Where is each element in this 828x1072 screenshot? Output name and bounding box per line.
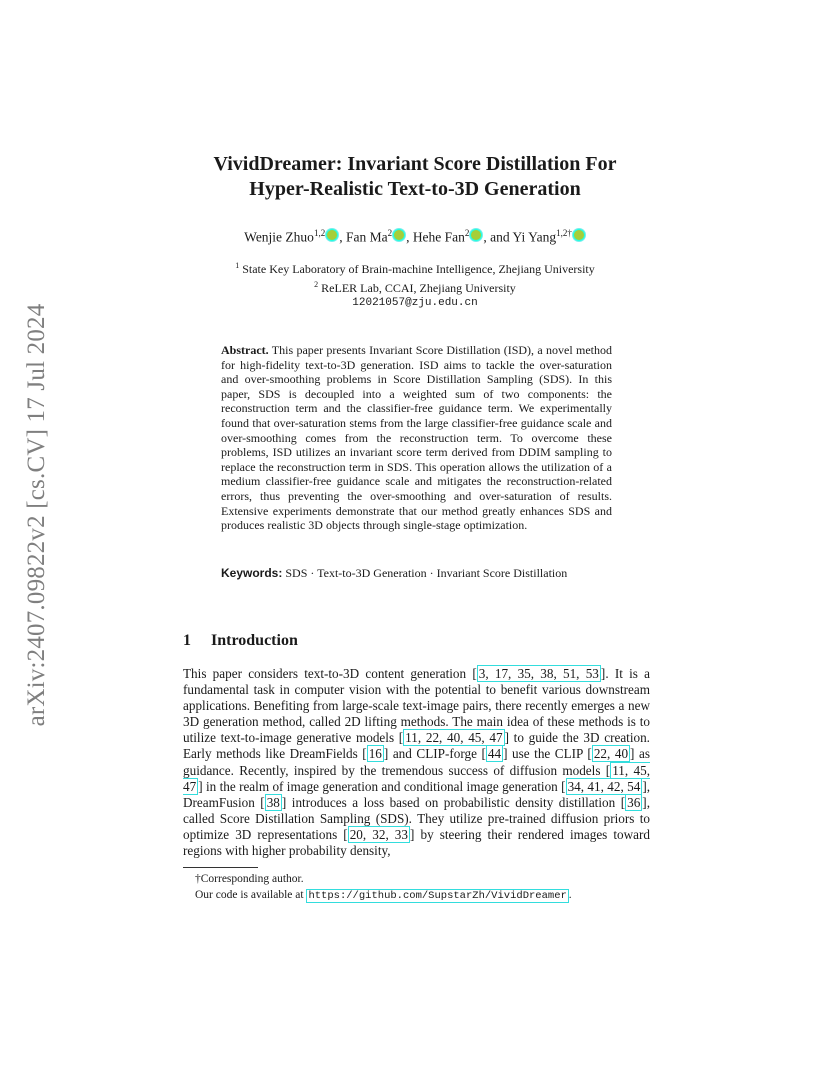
abstract bbox=[221, 343, 612, 533]
body-text: , called Score Distillation Sampling (SDS). They utilize pre-trained diffusion priors to optimize 3D representations bbox=[183, 794, 650, 842]
footnotes bbox=[195, 871, 655, 904]
author-affil-marker: 1,2 bbox=[313, 228, 326, 238]
citation-link[interactable]: 11, 45, 47 bbox=[183, 762, 650, 794]
body-text: use the CLIP bbox=[507, 746, 588, 762]
paper-title bbox=[140, 152, 690, 202]
footnote-text: . bbox=[568, 889, 572, 901]
citation-link[interactable]: 44 bbox=[487, 746, 502, 762]
citation-link[interactable]: 11, 22, 40, 45, 47 bbox=[405, 730, 503, 746]
citation-link[interactable]: 22, 40 bbox=[593, 746, 629, 762]
keywords bbox=[221, 566, 621, 581]
body-text: in the realm of image generation and conditional image generation bbox=[202, 778, 562, 794]
body-text: and CLIP-forge bbox=[388, 746, 482, 762]
footnote-text: Our code is available at bbox=[195, 889, 307, 901]
corresponding-author-note: †Corresponding author. bbox=[195, 873, 304, 885]
body-text: as guidance. Recently, inspired by the tremendous success of diffusion models bbox=[183, 746, 650, 778]
keywords-label: Keywords: bbox=[221, 566, 283, 580]
affiliation-marker: 1 bbox=[235, 261, 240, 270]
introduction-paragraph: This paper considers text-to-3D content generation [ 3, 17, 35, 38, 51, 53 ]. It is a fundamental task in computer vision with the potential to benefit various downstream applications. Benefiting from large-scale text-image pairs, there recently emerges a new 3D generation method, called 2D lifting methods. The main idea of these methods is to utilize text-to-image generative models [ 11, 22, 40, 45, 47 ] to guide the 3D creation. Early methods like DreamFields [ 16 ] and CLIP-forge [ 44 ] use the CLIP [ 22, 40 ] as guidance. Recently, inspired by the tremendous success of diffusion models [ 11, 45, 47 ] in the realm of image generation and conditional image generation [ 34, 41, 42, 54 ], DreamFusion [ 38 ] introduces a loss based on probabilistic density distillation [ 36 ], called Score Distillation Sampling (SDS). They utilize pre-trained diffusion priors to optimize 3D representations [ 20, 32, 33 ] by steering their rendered images toward regions with higher probability density, bbox=[183, 666, 651, 859]
citation-link[interactable]: 20, 32, 33 bbox=[349, 826, 408, 842]
citation-link[interactable]: 38 bbox=[266, 794, 280, 810]
section-number: 1 bbox=[183, 632, 191, 649]
affiliations bbox=[160, 258, 670, 311]
code-availability-note bbox=[195, 887, 655, 904]
title-line-2: Hyper-Realistic Text-to-3D Generation bbox=[249, 178, 581, 200]
body-text: This paper considers text-to-3D content generation bbox=[183, 666, 473, 681]
section-title: Introduction bbox=[211, 632, 298, 649]
citation-link[interactable]: 16 bbox=[368, 746, 382, 762]
citation-link[interactable]: 3, 17, 35, 38, 51, 53 bbox=[478, 666, 599, 681]
affiliation-2 bbox=[160, 277, 670, 296]
footnote-divider bbox=[183, 867, 258, 868]
contact-email: 12021057@zju.edu.cn bbox=[352, 297, 478, 309]
affiliation-text: ReLER Lab, CCAI, Zhejiang University bbox=[321, 281, 516, 295]
github-link[interactable]: https://github.com/SupstarZh/VividDreamer bbox=[308, 890, 567, 902]
body-text: by steering their rendered images toward regions with higher probability density, bbox=[183, 826, 651, 859]
body-text: to guide the 3D creation. Early methods like DreamFields bbox=[183, 730, 650, 762]
affiliation-1 bbox=[160, 258, 670, 277]
arxiv-sidebar bbox=[24, 300, 50, 730]
author-affil-marker: 2 bbox=[464, 228, 470, 238]
orcid-icon[interactable] bbox=[326, 229, 338, 241]
author-name: Hehe Fan bbox=[412, 229, 465, 245]
keywords-text: SDS · Text-to-3D Generation · Invariant Score Distillation bbox=[285, 566, 568, 580]
author-affil-marker: 2 bbox=[387, 228, 393, 238]
orcid-icon[interactable] bbox=[470, 229, 482, 241]
section-heading bbox=[183, 632, 298, 650]
author-conjunction: , and bbox=[483, 229, 510, 245]
citation-link[interactable]: 36 bbox=[627, 794, 641, 810]
body-text: introduces a loss based on probabilistic density distillation bbox=[286, 794, 621, 810]
title-line-1: VividDreamer: Invariant Score Distillation For bbox=[213, 153, 617, 175]
author-list: Wenjie Zhuo$^{1,2}$ , Fan Ma$^2$ , Hehe Fan$^2$ , and Yi Yang$^{1,2\dagger}$ bbox=[160, 228, 670, 246]
affiliation-marker: 2 bbox=[314, 280, 319, 289]
body-text: , DreamFusion bbox=[183, 778, 651, 810]
citation-link[interactable]: 34, 41, 42, 54 bbox=[567, 778, 641, 794]
author-name: Wenjie Zhuo bbox=[244, 229, 314, 245]
abstract-text: This paper presents Invariant Score Distillation (ISD), a novel method for high-fidelity text-to-3D generation. ISD aims to tackle the over-saturation and over-smoothing problems in Score Distillation Sampling (SDS). In this paper, SDS is decoupled into a weighted sum of two components: the reconstruction term and the classifier-free guidance term. We experimentally found that over-saturation stems from the large classifier-free guidance scale and over-smoothing comes from the reconstruction term. To overcome these problems, ISD utilizes an invariant score term derived from DDIM sampling to replace the reconstruction term in SDS. This operation allows the utilization of a medium classifier-free guidance scale and mitigates the reconstruction-related errors, thus preventing the over-smoothing and over-saturation of results. Extensive experiments demonstrate that our method greatly enhances SDS and produces realistic 3D objects through single-stage optimization. bbox=[221, 343, 612, 533]
author-name: Fan Ma bbox=[345, 229, 388, 245]
orcid-icon[interactable] bbox=[393, 229, 405, 241]
author-name: Yi Yang bbox=[512, 229, 557, 245]
abstract-label: Abstract. bbox=[221, 343, 269, 357]
orcid-icon[interactable] bbox=[573, 229, 585, 241]
body-text: . It is a fundamental task in computer vision with the potential to benefit various downstream applications. Benefiting from large-scale text-image pairs, there recently emerges a new 3D generation method, called 2D lifting methods. The main idea of these methods is to utilize text-to-image generative models bbox=[183, 666, 651, 746]
author-affil-marker: 1,2† bbox=[556, 228, 572, 238]
affiliation-text: State Key Laboratory of Brain-machine Intelligence, Zhejiang University bbox=[242, 262, 595, 276]
arxiv-identifier[interactable]: arXiv:2407.09822v2 [cs.CV] 17 Jul 2024 bbox=[23, 303, 50, 727]
